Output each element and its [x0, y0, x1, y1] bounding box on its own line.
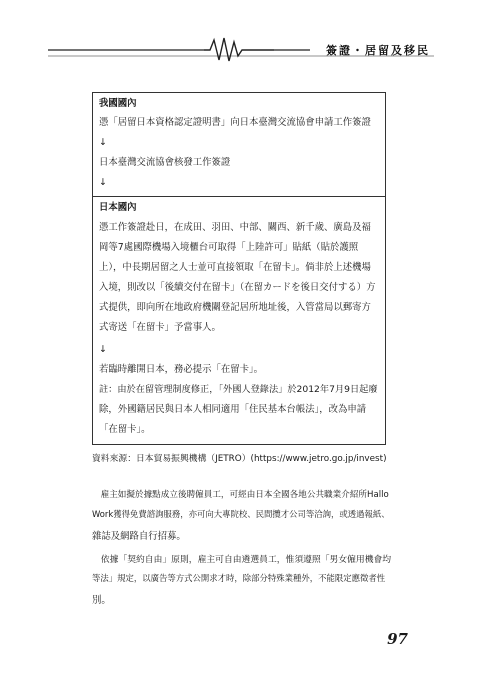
body-paragraph-line: Work獲得免費諮詢服務，亦可向大專院校、民間攬才公司等洽詢，或透過報紙、: [92, 509, 390, 519]
section-divider: [93, 196, 385, 197]
body-paragraph-line: 等法」規定，以廣告等方式公開求才時，除部分特殊業種外，不能限定應徵者性: [92, 573, 386, 583]
body-paragraph-line: 雜誌及網路自行招募。: [92, 531, 186, 542]
source-citation: 資料來源：日本貿易振興機構（JETRO）(https://www.jetro.go.jp/invest): [92, 454, 387, 464]
box-line: 上），中長期居留之人士並可直接領取「在留卡」。倘非於上述機場: [99, 262, 371, 273]
box-line: 式寄送「在留卡」予當事人。: [99, 322, 221, 333]
body-paragraph-line: 雇主如擬於據點成立後聘僱員工，可經由日本全國各地公共職業介紹所Hallo: [92, 490, 389, 500]
note-line: 註：由於在留管理制度修正，「外國人登錄法」於2012年7月9日起廢: [99, 384, 378, 395]
page-header: [48, 34, 434, 64]
note-line: 「在留卡」。: [99, 424, 151, 435]
header-title: 簽證・居留及移民: [326, 44, 430, 57]
body-paragraph-line: 別。: [92, 595, 111, 606]
box-line: 岡等7處國際機場入境櫃台可取得「上陸許可」貼紙（貼於護照: [99, 242, 359, 253]
arrow-down: ↓: [99, 177, 107, 188]
box-line: 式提供，即向所在地政府機關登記居所地址後，入管當局以郵寄方: [99, 302, 371, 313]
box-line: 日本臺灣交流協會核發工作簽證: [99, 157, 231, 168]
body-paragraph-line: 依據「契約自由」原則，雇主可自由遴選員工，惟須遵照「男女僱用機會均: [92, 555, 392, 565]
box-line: 若臨時離開日本，務必提示「在留卡」。: [99, 364, 264, 375]
section-title-domestic: 我國國內: [99, 98, 137, 109]
box-line: 憑「居留日本資格認定證明書」向日本臺灣交流協會申請工作簽證: [99, 117, 371, 128]
visa-process-box: [92, 92, 386, 445]
section-title-japan: 日本國內: [99, 202, 137, 213]
page-number: 97: [387, 630, 408, 648]
box-line: 憑工作簽證赴日，在成田、羽田、中部、關西、新千歲、廣島及福: [99, 222, 371, 233]
arrow-down: ↓: [99, 137, 107, 148]
arrow-down: ↓: [99, 344, 107, 355]
note-line: 除，外國籍居民與日本人相同適用「住民基本台帳法」，改為申請: [99, 404, 367, 415]
box-line: 入境，則改以「後續交付在留卡」（在留カードを後日交付する）方: [99, 282, 376, 293]
